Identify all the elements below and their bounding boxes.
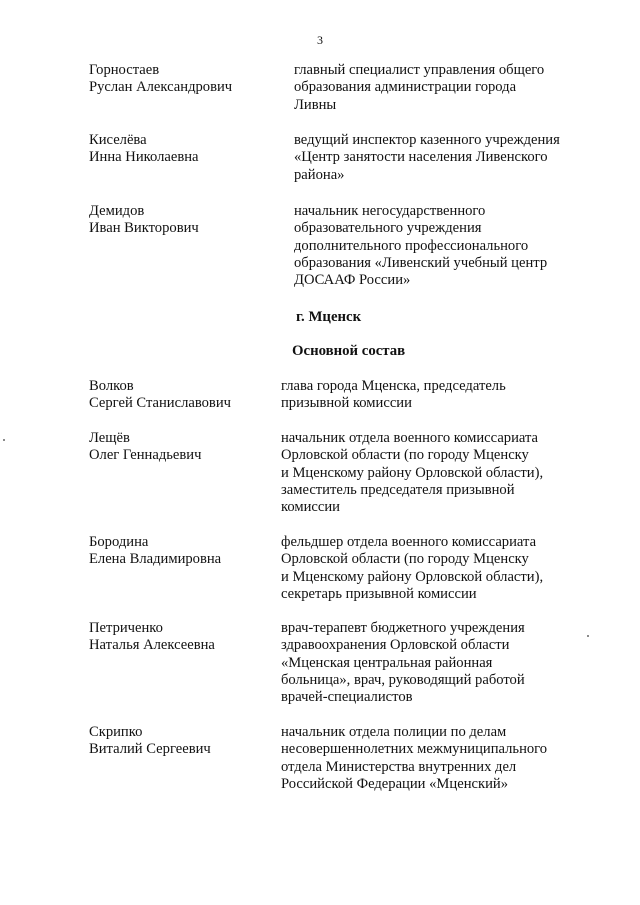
position-line: и Мценскому району Орловской области), [281, 464, 544, 481]
position-line: и Мценскому району Орловской области), [281, 568, 544, 585]
given-names: Руслан Александрович [89, 79, 233, 96]
position-line: глава города Мценска, председатель [281, 378, 506, 394]
position-line: Орловской области (по городу Мценску [281, 447, 529, 464]
position-line: несовершеннолетних межмуниципального [281, 741, 548, 758]
member-position [294, 132, 614, 184]
member-name [89, 62, 264, 97]
scan-speck [587, 635, 589, 637]
position-line: секретарь призывной комиссии [281, 585, 477, 602]
position-line: «Мценская центральная районная [281, 654, 493, 671]
position-line: врачей-специалистов [281, 689, 413, 706]
given-names: Сергей Станиславович [89, 395, 231, 412]
position-line: заместитель председателя призывной [281, 481, 515, 498]
member-name [89, 378, 264, 413]
position-line: врач-терапевт бюджетного учреждения [281, 620, 525, 636]
city-heading: г. Мценск [296, 309, 362, 325]
position-line: образовательного учреждения [294, 220, 482, 237]
position-line: главный специалист управления общего [294, 62, 545, 78]
member-name [89, 132, 264, 167]
given-names: Олег Геннадьевич [89, 447, 202, 464]
given-names: Инна Николаевна [89, 149, 199, 166]
given-names: Иван Викторович [89, 220, 199, 237]
surname: Горностаев [89, 62, 160, 78]
position-line: отдела Министерства внутренних дел [281, 758, 517, 775]
member-name [89, 534, 264, 569]
position-line: здравоохранения Орловской области [281, 637, 510, 654]
surname: Киселёва [89, 132, 147, 148]
position-line: фельдшер отдела военного комиссариата [281, 534, 537, 550]
member-position [281, 724, 601, 793]
surname: Бородина [89, 534, 149, 550]
member-position [281, 620, 601, 706]
position-line: Ливны [294, 96, 337, 113]
scan-speck [3, 439, 5, 441]
composition-heading: Основной состав [292, 343, 406, 359]
position-line: «Центр занятости населения Ливенского [294, 149, 548, 166]
given-names: Наталья Алексеевна [89, 637, 215, 654]
position-line: начальник негосударственного [294, 203, 486, 219]
position-line: Российской Федерации «Мценский» [281, 775, 508, 792]
member-position [281, 430, 601, 516]
surname: Лещёв [89, 430, 130, 446]
position-line: образования администрации города [294, 79, 517, 96]
position-line: ДОСААФ России» [294, 272, 411, 289]
position-line: комиссии [281, 499, 340, 516]
surname: Волков [89, 378, 134, 394]
member-position [294, 203, 614, 289]
given-names: Елена Владимировна [89, 551, 222, 568]
member-position [281, 534, 601, 603]
surname: Скрипко [89, 724, 143, 740]
member-name [89, 203, 264, 238]
position-line: района» [294, 166, 345, 183]
position-line: Орловской области (по городу Мценску [281, 551, 529, 568]
position-line: образования «Ливенский учебный центр [294, 254, 548, 271]
position-line: призывной комиссии [281, 395, 412, 412]
position-line: дополнительного профессионального [294, 237, 529, 254]
member-position [281, 378, 601, 413]
position-line: начальник отдела полиции по делам [281, 724, 507, 740]
surname: Петриченко [89, 620, 163, 636]
member-name [89, 620, 264, 655]
surname: Демидов [89, 203, 145, 219]
position-line: начальник отдела военного комиссариата [281, 430, 539, 446]
member-name [89, 430, 264, 465]
position-line: больница», врач, руководящий работой [281, 671, 525, 688]
member-position [294, 62, 614, 114]
member-name [89, 724, 264, 759]
given-names: Виталий Сергеевич [89, 741, 211, 758]
page-number: 3 [317, 33, 323, 47]
position-line: ведущий инспектор казенного учреждения [294, 132, 560, 148]
